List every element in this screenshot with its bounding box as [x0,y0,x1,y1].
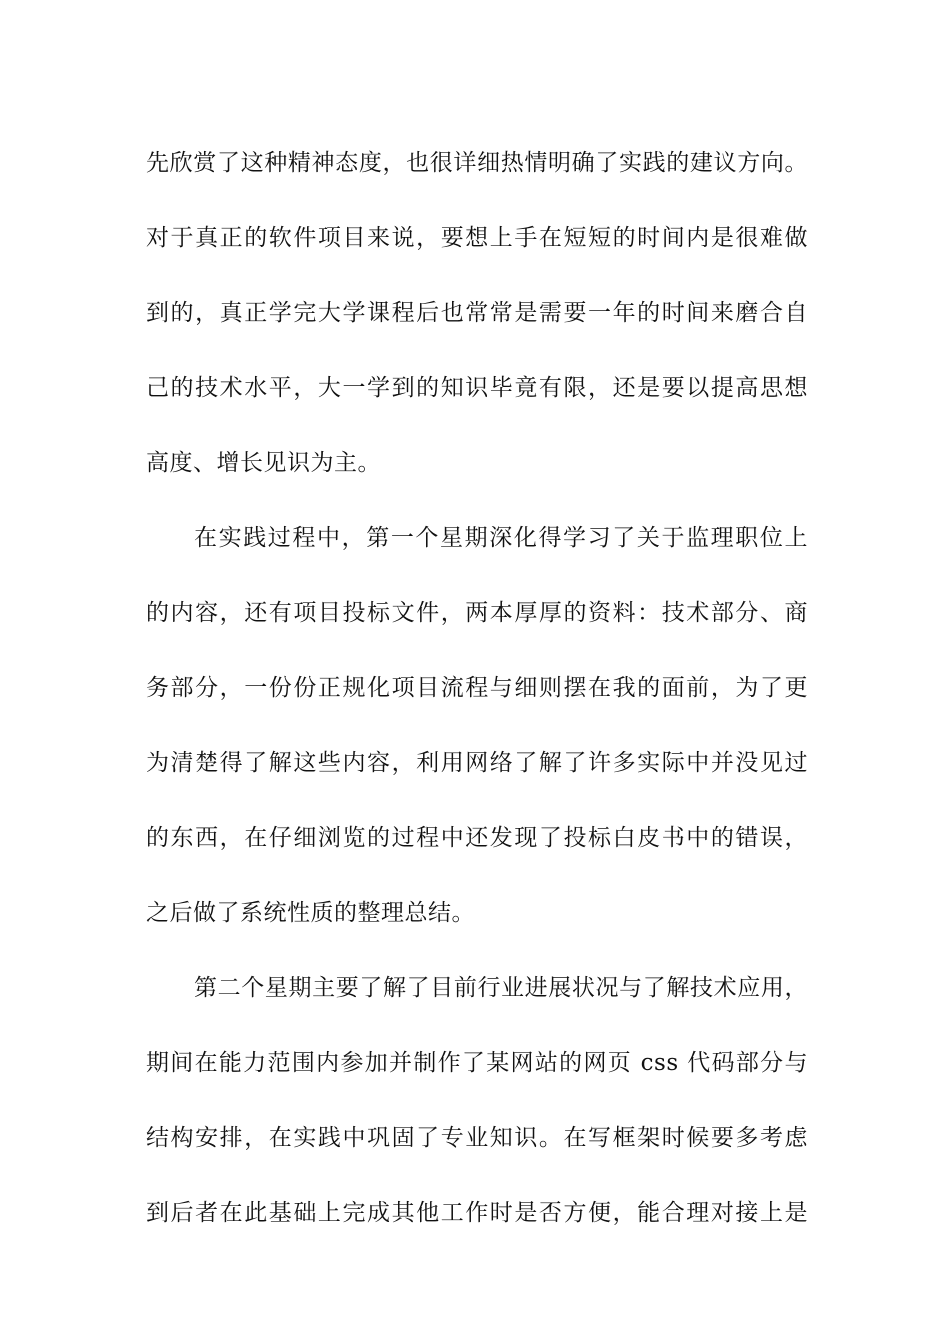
text-line: 到的，真正学完大学课程后也常常是需要一年的时间来磨合自 [146,300,808,326]
text-line: 期间在能力范围内参加并制作了某网站的网页 css 代码部分与 [146,1050,808,1076]
text-line: 高度、增长见识为主。 [146,450,381,476]
text-line: 己的技术水平，大一学到的知识毕竟有限，还是要以提高思想 [146,375,808,401]
text-line: 到后者在此基础上完成其他工作时是否方便，能合理对接上是 [146,1200,808,1226]
body-text [146,126,808,1251]
text-line: 之后做了系统性质的整理总结。 [146,900,475,926]
text-line: 为清楚得了解这些内容，利用网络了解了许多实际中并没见过 [146,750,808,776]
text-line: 务部分，一份份正规化项目流程与细则摆在我的面前，为了更 [146,675,808,701]
text-line: 在实践过程中，第一个星期深化得学习了关于监理职位上 [194,525,808,551]
text-line: 对于真正的软件项目来说，要想上手在短短的时间内是很难做 [146,225,808,251]
text-line: 的内容，还有项目投标文件，两本厚厚的资料：技术部分、商 [146,600,808,626]
text-line: 第二个星期主要了解了目前行业进展状况与了解技术应用， [194,975,808,1001]
text-line: 结构安排，在实践中巩固了专业知识。在写框架时候要多考虑 [146,1125,808,1151]
text-line: 先欣赏了这种精神态度，也很详细热情明确了实践的建议方向。 [146,150,808,176]
text-line: 的东西，在仔细浏览的过程中还发现了投标白皮书中的错误， [146,825,808,851]
